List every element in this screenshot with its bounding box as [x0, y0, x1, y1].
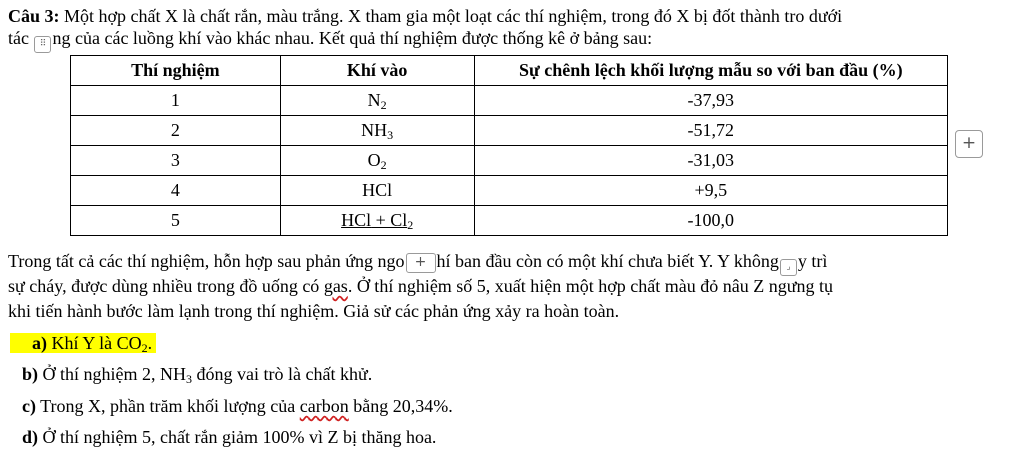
- cell-diff: -100,0: [474, 206, 947, 236]
- table-row: [71, 116, 948, 146]
- option-a-highlight: a) Khí Y là $CO_2$.: [10, 333, 156, 353]
- header-mass-difference: Sự chênh lệch khối lượng mẫu so với ban đầu (%): [474, 56, 947, 86]
- option-a[interactable]: [22, 332, 156, 354]
- cell-diff: +9,5: [474, 176, 947, 206]
- paragraph-line-3: khi tiến hành bước làm lạnh trong thí nghiệm. Giả sử các phản ứng xảy ra hoàn toàn.: [8, 301, 620, 321]
- paragraph-text: . Ở thí nghiệm số 5, xuất hiện một hợp chất màu đỏ nâu Z ngưng tụ: [347, 276, 834, 296]
- option-c[interactable]: c) Trong X, phần trăm khối lượng của carbon bằng 20,34%.: [22, 396, 453, 416]
- cell-experiment: 2: [71, 116, 281, 146]
- cell-experiment: 1: [71, 86, 281, 116]
- table-row: [71, 206, 948, 236]
- cell-gas: $O_2$: [280, 146, 474, 176]
- table-row: [71, 176, 948, 206]
- paragraph-text: sự cháy, được dùng nhiều trong đồ uống có: [8, 276, 324, 296]
- paragraph-text: Trong tất cả các thí nghiệm, hỗn hợp sau phản ứng ngo: [8, 251, 405, 271]
- cell-experiment: 5: [71, 206, 281, 236]
- table-row: [71, 86, 948, 116]
- paragraph-line-1: [8, 250, 827, 276]
- cell-experiment: 3: [71, 146, 281, 176]
- paragraph-text: hí ban đầu còn có một khí chưa biết Y. Y không: [436, 251, 779, 271]
- header-experiment: Thí nghiệm: [71, 56, 281, 86]
- question-intro2-start: tác: [8, 28, 29, 48]
- paragraph-text: y trì: [797, 251, 828, 271]
- table-row: [71, 146, 948, 176]
- question-line-2: [8, 27, 652, 53]
- cell-gas: HCl + $Cl_2$: [280, 206, 474, 236]
- cell-diff: -37,93: [474, 86, 947, 116]
- question-intro2-end: ng của các luồng khí vào khác nhau. Kết quả thí nghiệm được thống kê ở bảng sau:: [52, 28, 653, 48]
- experiment-table: [70, 55, 948, 236]
- question-line-1: [8, 5, 842, 27]
- cell-resize-handle-icon[interactable]: ⌟: [780, 259, 797, 276]
- option-d[interactable]: d) Ở thí nghiệm 5, chất rắn giảm 100% vì Z bị thăng hoa.: [22, 427, 437, 447]
- header-gas-in: Khí vào: [280, 56, 474, 86]
- spellcheck-word-carbon[interactable]: carbon: [299, 396, 349, 416]
- spellcheck-word-gas[interactable]: gas: [323, 276, 348, 296]
- add-row-button[interactable]: +: [406, 253, 436, 273]
- paragraph-line-2: [8, 275, 833, 297]
- cell-gas: $N_2$: [280, 86, 474, 116]
- question-intro: Một hợp chất X là chất rắn, màu trắng. X tham gia một loạt các thí nghiệm, trong đó X bị đốt thành tro dưới: [59, 6, 843, 26]
- cell-diff: -31,03: [474, 146, 947, 176]
- add-column-button[interactable]: +: [955, 130, 983, 158]
- cell-diff: -51,72: [474, 116, 947, 146]
- table-header-row: [71, 56, 948, 86]
- table-move-handle-icon[interactable]: ⠿: [34, 36, 51, 53]
- cell-gas: HCl: [280, 176, 474, 206]
- option-b[interactable]: b) Ở thí nghiệm 2, $NH_3$ đóng vai trò là chất khử.: [22, 364, 373, 386]
- cell-gas: $NH_3$: [280, 116, 474, 146]
- cell-experiment: 4: [71, 176, 281, 206]
- question-number: Câu 3:: [8, 6, 60, 26]
